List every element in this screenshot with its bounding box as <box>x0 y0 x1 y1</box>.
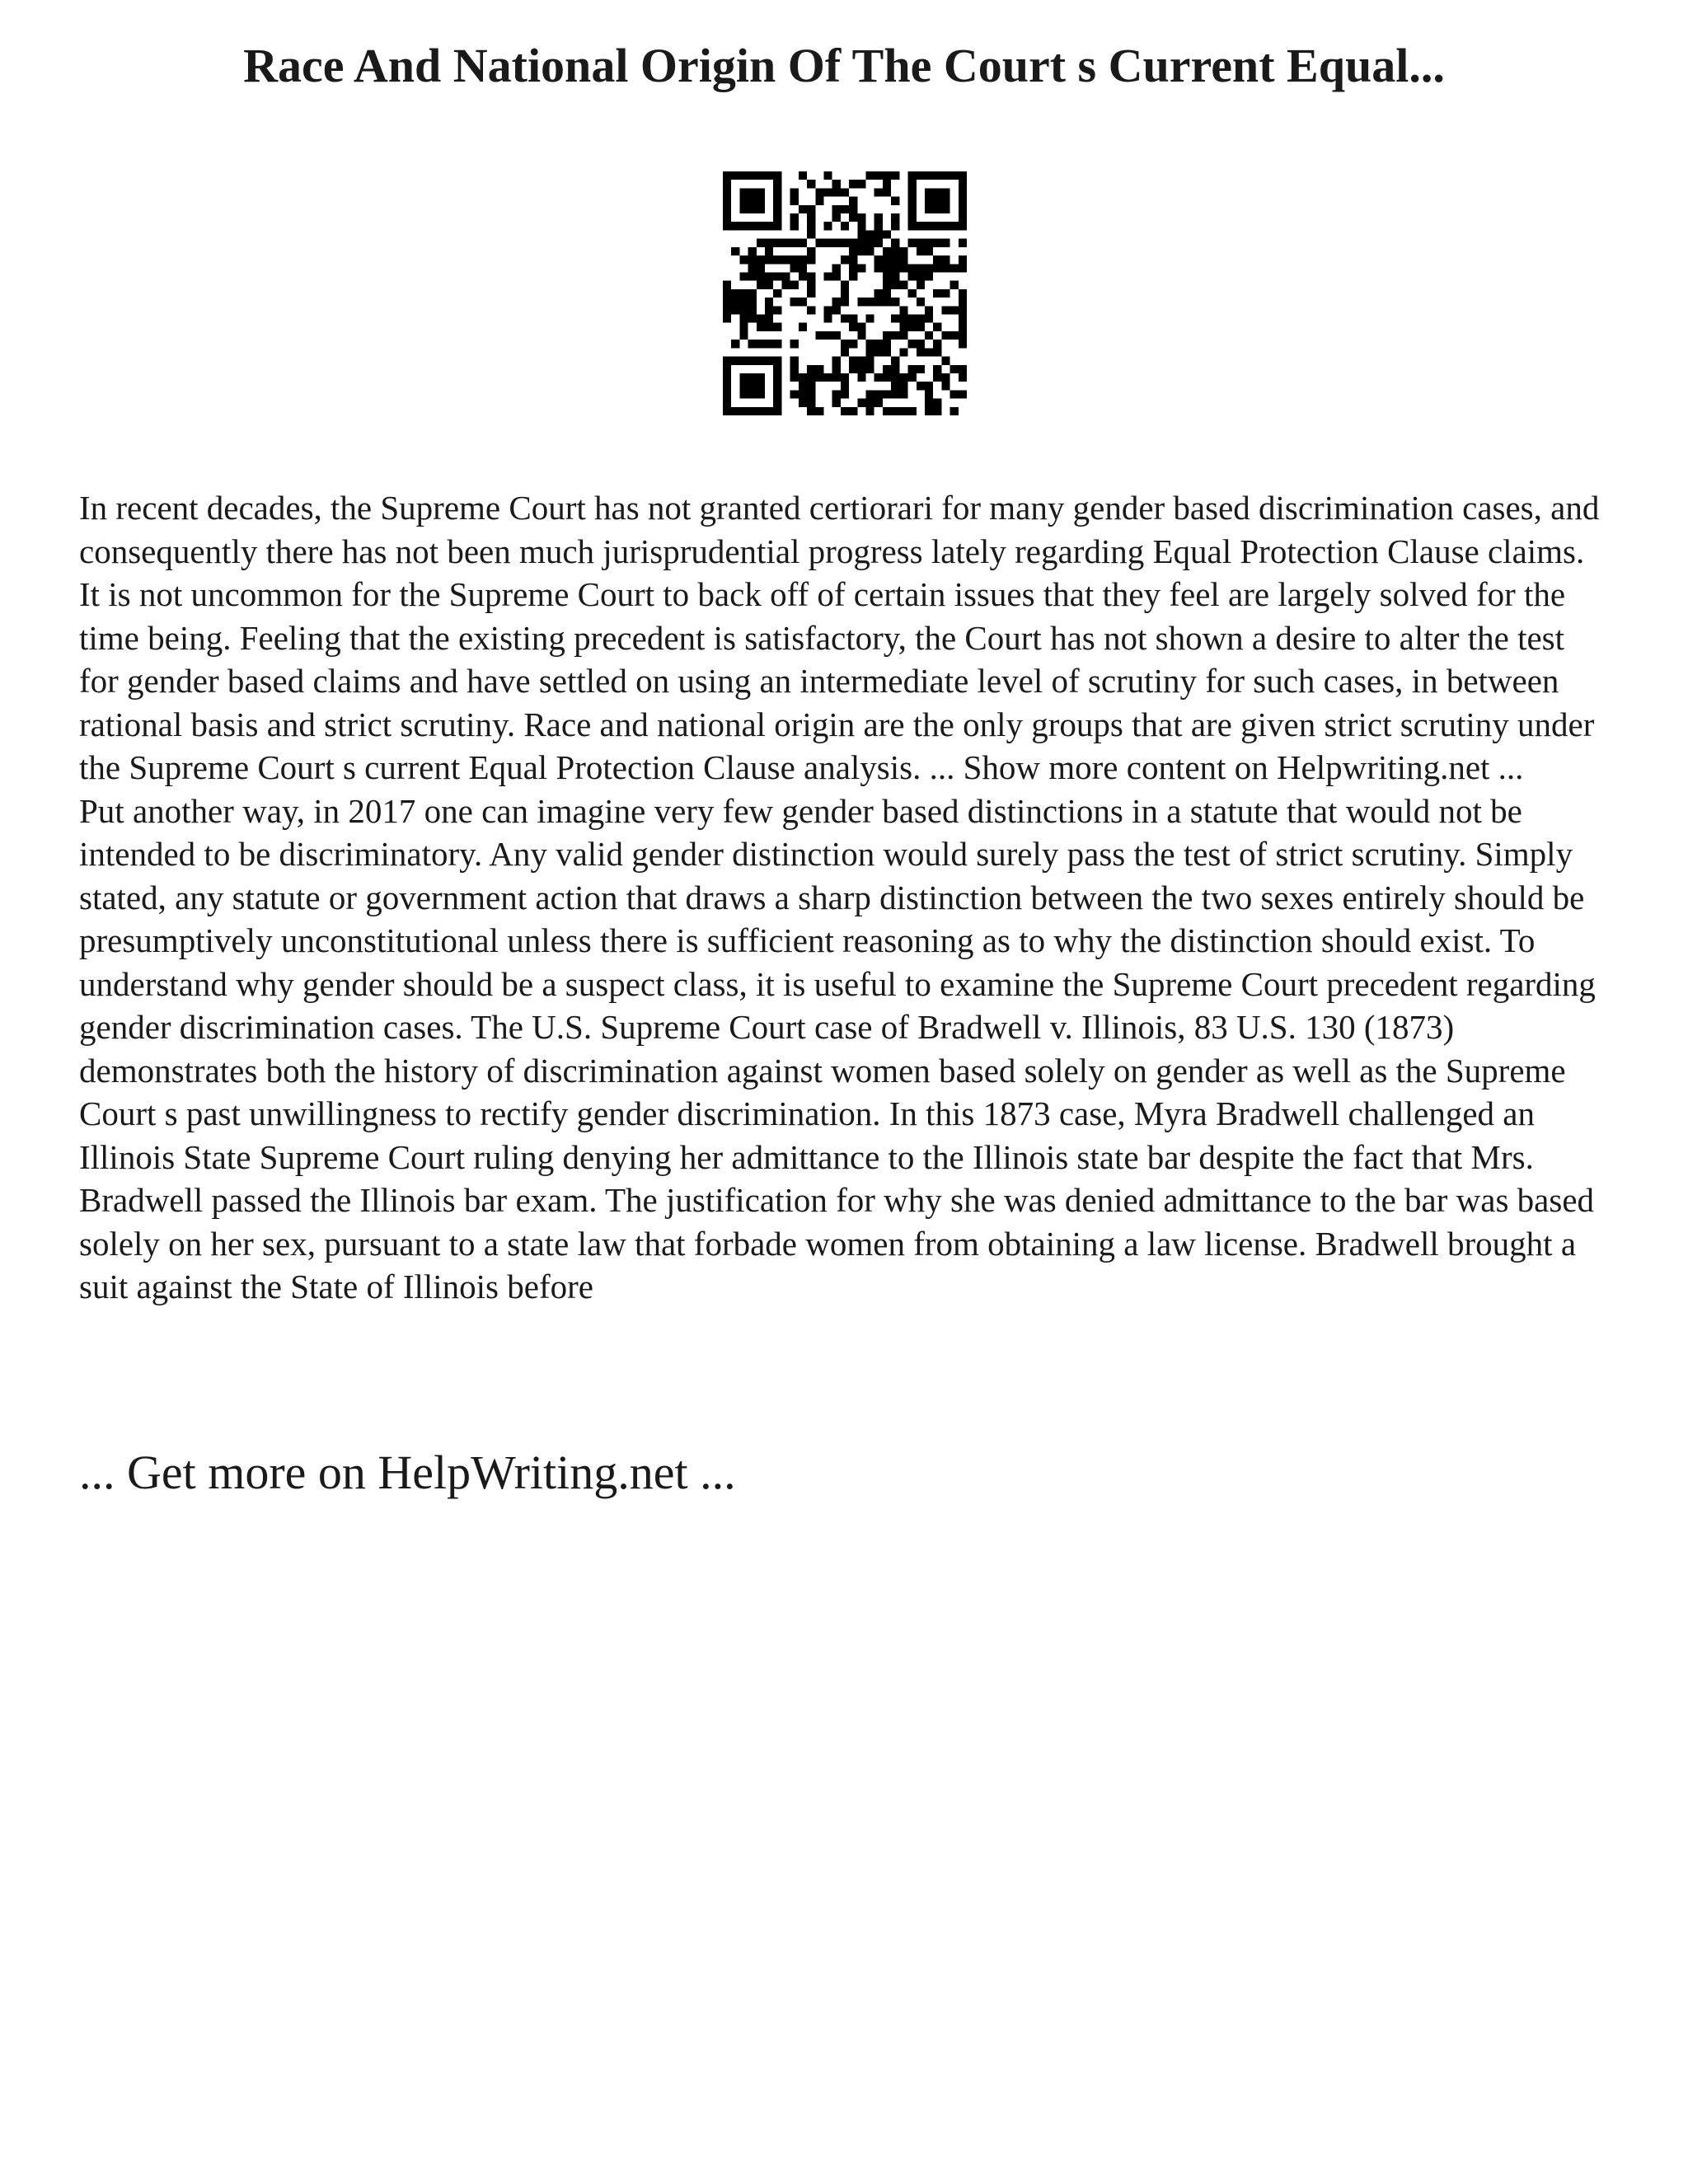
article-body <box>79 486 1612 1309</box>
qr-code-icon[interactable] <box>723 171 967 415</box>
get-more-link[interactable]: ... Get more on HelpWriting.net ... <box>79 1446 736 1499</box>
paragraph: Put another way, in 2017 one can imagine very few gender based distinctions in a statute that would not be intended to be discriminatory. Any valid gender distinction would surely pass the test of strict scrutiny. Simply stated, any statute or government action that draws a sharp distinction between the two sexes entirely should be presumptively unconstitutional unless there is sufficient reasoning as to why the distinction should exist. To understand why gender should be a suspect class, it is useful to examine the Supreme Court precedent regarding gender discrimination cases. The U.S. Supreme Court case of Bradwell v. Illinois, 83 U.S. 130 (1873) demonstrates both the history of discrimination against women based solely on gender as well as the Supreme Court s past unwillingness to rectify gender discrimination. In this 1873 case, Myra Bradwell challenged an Illinois State Supreme Court ruling denying her admittance to the Illinois state bar despite the fact that Mrs. Bradwell passed the Illinois bar exam. The justification for why she was denied admittance to the bar was based solely on her sex, pursuant to a state law that forbade women from obtaining a law license. Bradwell brought a suit against the State of Illinois before <box>79 791 1596 1305</box>
page-title: Race And National Origin Of The Court s Current Equal... <box>243 39 1445 92</box>
paragraph: In recent decades, the Supreme Court has not granted certiorari for many gender based discrimination cases, and consequently there has not been much jurisprudential progress lately regarding Equal Protection Clause claims. It is not uncommon for the Supreme Court to back off of certain issues that they feel are largely solved for the time being. Feeling that the existing precedent is satisfactory, the Court has not shown a desire to alter the test for gender based claims and have settled on using an intermediate level of scrutiny for such cases, in between rational basis and strict scrutiny. Race and national origin are the only groups that are given strict scrutiny under the Supreme Court s current Equal Protection Clause analysis. ... Show more content on Helpwriting.net ... <box>79 489 1600 786</box>
